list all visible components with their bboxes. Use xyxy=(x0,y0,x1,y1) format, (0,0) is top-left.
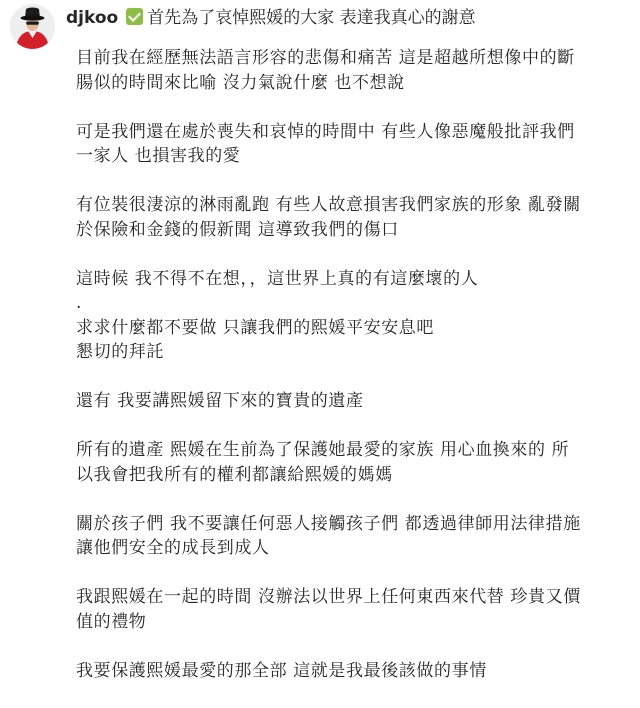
caption-paragraph: 我跟熙媛在一起的時間 沒辦法以世界上任何東西來代替 珍貴又價 值的禮物 xyxy=(76,587,581,632)
caption-paragraph: 求求什麼都不要做 只讓我們的熙媛平安安息吧 懇切的拜託 xyxy=(76,317,435,362)
caption-paragraph: 所有的遺產 熙媛在生前為了保護她最愛的家族 用心血換來的 所 以我會把我所有的權利都讓給熙媛的媽媽 xyxy=(76,440,570,485)
caption-paragraph: 我要保護熙媛最愛的那全部 這就是我最後該做的事情 xyxy=(76,660,487,681)
caption-paragraph: 可是我們還在處於喪失和哀悼的時間中 有些人像惡魔般批評我們 一家人 也損害我的愛 xyxy=(76,121,575,166)
caption-paragraph: 有位裝很淒涼的淋雨亂跑 有些人故意損害我們家族的形象 亂發關 於保險和金錢的假新聞 這導致我們的傷口 xyxy=(76,195,581,240)
check-mark-emoji-icon xyxy=(126,8,143,25)
avatar-red-suit-figure-icon xyxy=(10,4,55,49)
caption-opening-text: 首先為了哀悼熙媛的大家 表達我真心的謝意 xyxy=(147,8,476,28)
avatar[interactable] xyxy=(10,4,55,49)
caption-paragraph: 還有 我要講熙媛留下來的寶貴的遺產 xyxy=(76,391,364,411)
caption-paragraph: 這時候 我不得不在想，，這世界上真的有這麼壞的人 . xyxy=(76,268,479,313)
caption-body xyxy=(76,46,636,708)
caption-first-line xyxy=(66,6,476,30)
username-link[interactable]: djkoo xyxy=(66,8,119,28)
caption-paragraph: 關於孩子們 我不要讓任何惡人接觸孩子們 都透過律師用法律措施 讓他們安全的成長到成人 xyxy=(76,513,581,558)
caption-paragraph: 目前我在經歷無法語言形容的悲傷和痛苦 這是超越所想像中的斷 腸似的時間來比喻 沒力氣說什麼 也不想說 xyxy=(76,48,575,93)
